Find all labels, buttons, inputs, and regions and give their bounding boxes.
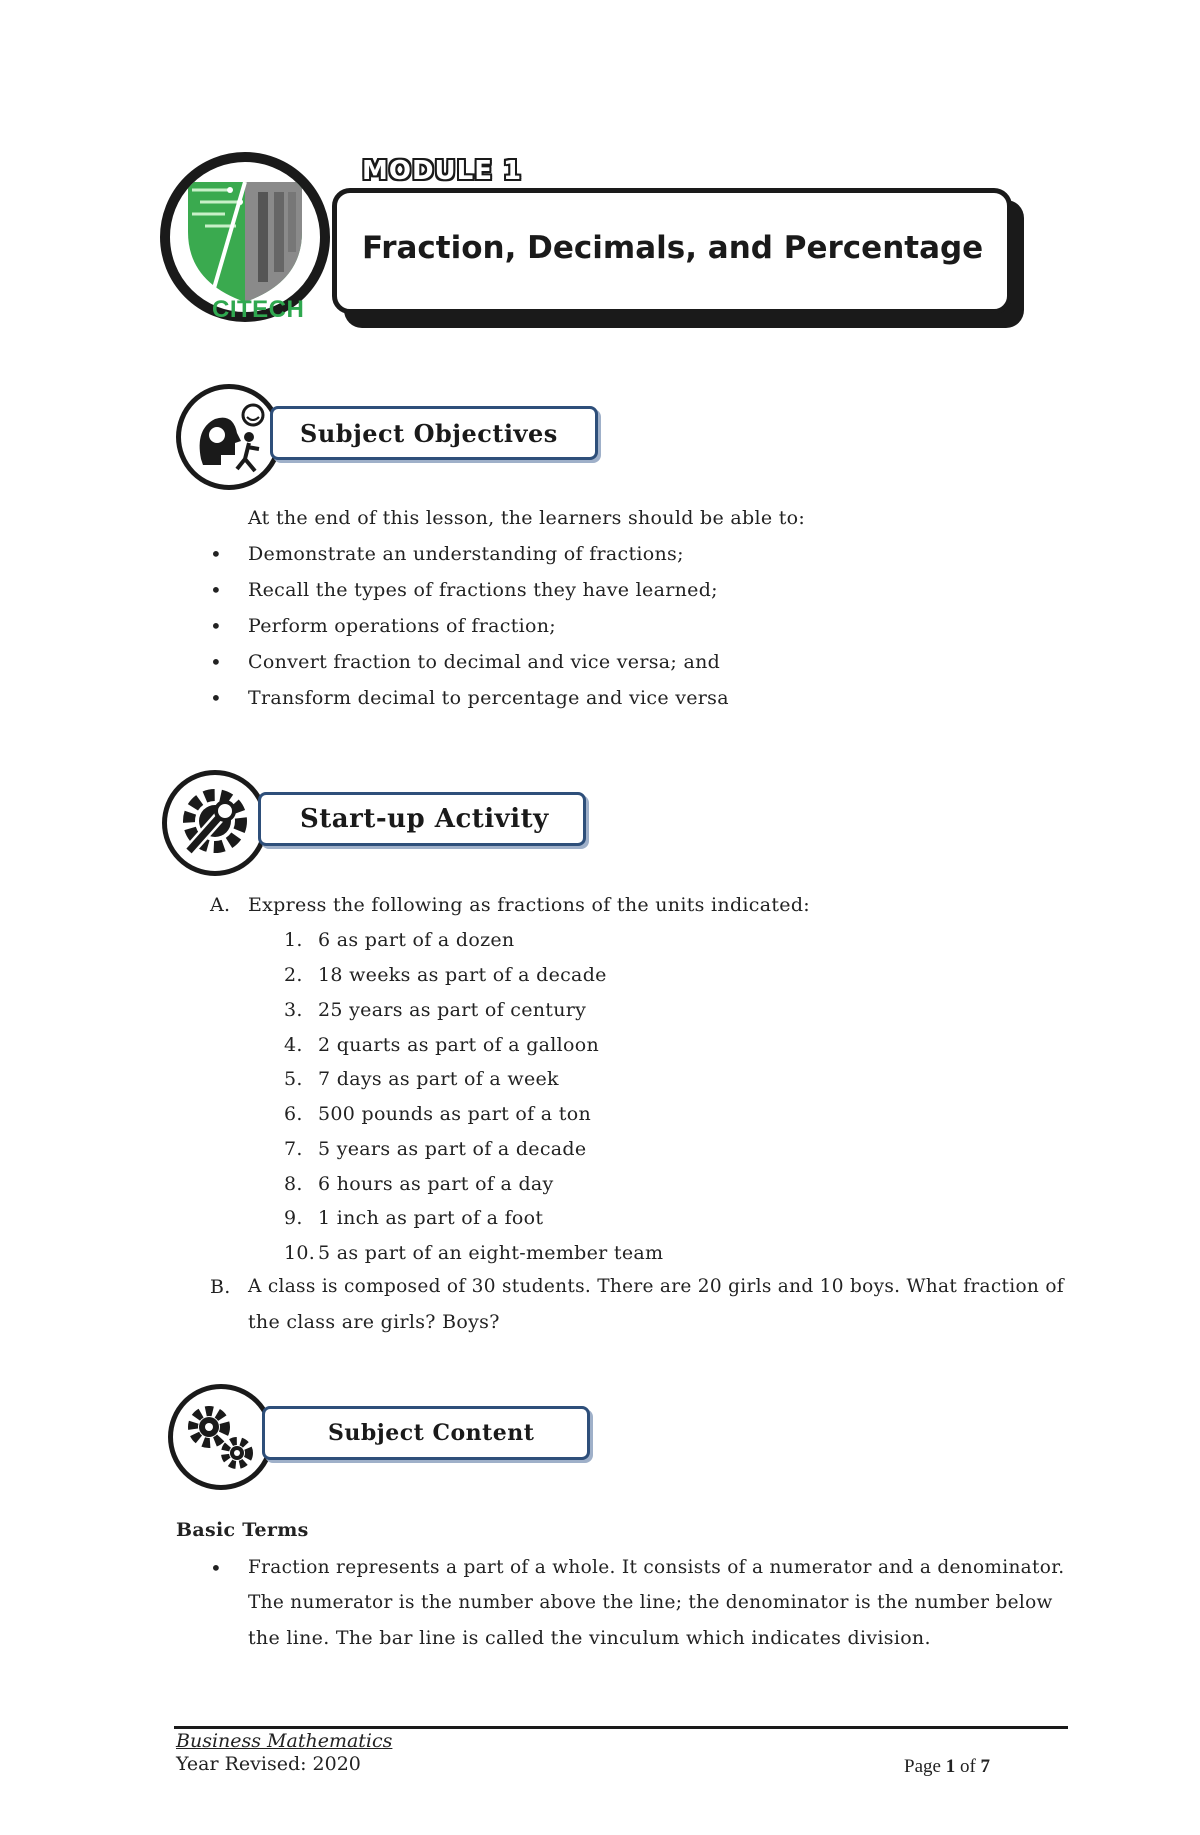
bullet-dot: • (210, 542, 222, 566)
shield-logo-icon (170, 162, 320, 312)
objectives-intro: At the end of this lesson, the learners should be able to: (248, 507, 806, 529)
list-item: 5 as part of an eight-member team (318, 1242, 664, 1264)
list-item: 500 pounds as part of a ton (318, 1103, 591, 1125)
objectives-icon (176, 384, 282, 490)
list-number: 9. (284, 1207, 303, 1229)
startup-icon (162, 770, 268, 876)
objective-item: Recall the types of fractions they have learned; (248, 579, 718, 601)
list-number: 1. (284, 929, 303, 951)
content-heading: Subject Content (328, 1420, 535, 1446)
list-item: 25 years as part of century (318, 999, 587, 1021)
section-b-text: A class is composed of 30 students. There are 20 girls and 10 boys. What fraction of (248, 1276, 1064, 1297)
page-prefix: Page (904, 1756, 941, 1777)
list-number: 4. (284, 1034, 303, 1056)
module-title: Fraction, Decimals, and Percentage (362, 230, 984, 266)
footer-rule (174, 1726, 1068, 1729)
section-a-marker: A. (210, 894, 231, 916)
bullet-dot: • (210, 686, 222, 710)
list-number: 7. (284, 1138, 303, 1160)
list-number: 5. (284, 1068, 303, 1090)
list-item: 1 inch as part of a foot (318, 1207, 544, 1229)
objective-item: Demonstrate an understanding of fractions; (248, 543, 684, 565)
gears-icon (173, 1389, 269, 1485)
logo-text: CITECH (212, 296, 305, 323)
list-item: 6 as part of a dozen (318, 929, 515, 951)
section-b-marker: B. (210, 1276, 231, 1298)
list-number: 2. (284, 964, 303, 986)
page-total: 7 (980, 1756, 991, 1777)
list-number: 3. (284, 999, 303, 1021)
section-a-text: Express the following as fractions of the units indicated: (248, 894, 810, 916)
objective-item: Convert fraction to decimal and vice versa; and (248, 651, 721, 673)
startup-heading: Start-up Activity (300, 804, 549, 834)
list-item: 2 quarts as part of a galloon (318, 1034, 600, 1056)
content-icon (168, 1384, 274, 1490)
page-of: of (959, 1756, 976, 1777)
objective-item: Transform decimal to percentage and vice versa (248, 687, 729, 709)
footer-year: Year Revised: 2020 (176, 1753, 361, 1775)
list-item: 7 days as part of a week (318, 1068, 559, 1090)
list-item: 6 hours as part of a day (318, 1173, 554, 1195)
paragraph-line: the line. The bar line is called the vinculum which indicates division. (248, 1627, 931, 1649)
list-item: 5 years as part of a decade (318, 1138, 587, 1160)
list-number: 8. (284, 1173, 303, 1195)
page-number: 1 (945, 1756, 956, 1777)
footer-subject: Business Mathematics (176, 1730, 393, 1752)
list-number: 6. (284, 1103, 303, 1125)
learner-head-icon (181, 389, 277, 485)
list-number: 10. (284, 1242, 316, 1264)
paragraph-line: The numerator is the number above the line; the denominator is the number below (248, 1592, 1053, 1613)
list-item: 18 weeks as part of a decade (318, 964, 607, 986)
module-label: MODULE 1 (362, 156, 523, 186)
bullet-dot: • (210, 578, 222, 602)
basic-terms-heading: Basic Terms (176, 1519, 309, 1541)
page-indicator (904, 1756, 990, 1778)
objective-item: Perform operations of fraction; (248, 615, 556, 637)
objectives-heading: Subject Objectives (300, 419, 558, 448)
section-b-text: the class are girls? Boys? (248, 1311, 500, 1333)
bullet-dot: • (210, 650, 222, 674)
bullet-dot: • (210, 614, 222, 638)
bullet-dot: • (210, 1556, 222, 1580)
paragraph-line: Fraction represents a part of a whole. It consists of a numerator and a denominator. (248, 1557, 1065, 1578)
gear-wrench-icon (167, 775, 263, 871)
